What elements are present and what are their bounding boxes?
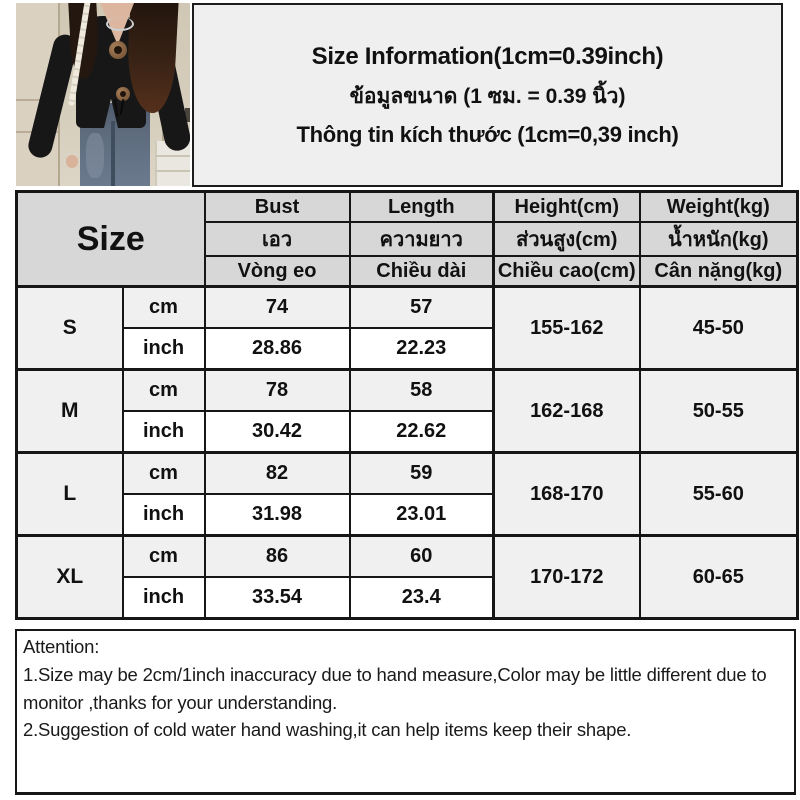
s-bust-inch: 28.86 xyxy=(205,328,350,370)
m-height: 162-168 xyxy=(494,370,640,453)
unit-inch: inch xyxy=(123,577,205,619)
unit-inch: inch xyxy=(123,411,205,453)
col-header-height-th: ส่วนสูง(cm) xyxy=(494,222,640,256)
product-photo xyxy=(16,3,190,186)
col-header-weight-th: น้ำหนัก(kg) xyxy=(640,222,798,256)
unit-cm: cm xyxy=(123,536,205,578)
col-header-height: Height(cm) xyxy=(494,192,640,223)
size-s: S xyxy=(17,287,123,370)
jeans-crease xyxy=(111,121,115,186)
s-length-cm: 57 xyxy=(350,287,494,329)
col-header-length-th: ความยาว xyxy=(350,222,494,256)
l-length-inch: 23.01 xyxy=(350,494,494,536)
xl-bust-inch: 33.54 xyxy=(205,577,350,619)
attention-note xyxy=(15,629,796,795)
col-header-height-vi: Chiều cao(cm) xyxy=(494,256,640,287)
m-length-inch: 22.62 xyxy=(350,411,494,453)
table-row-xl-cm xyxy=(17,536,798,578)
attention-heading: Attention: xyxy=(23,636,100,657)
ring-button-hole xyxy=(114,46,122,54)
size-xl: XL xyxy=(17,536,123,619)
s-weight: 45-50 xyxy=(640,287,798,370)
col-header-bust-vi: Vòng eo xyxy=(205,256,350,287)
l-bust-cm: 82 xyxy=(205,453,350,495)
col-header-bust-th: เอว xyxy=(205,222,350,256)
size-m: M xyxy=(17,370,123,453)
xl-height: 170-172 xyxy=(494,536,640,619)
col-header-weight-vi: Cân nặng(kg) xyxy=(640,256,798,287)
s-height: 155-162 xyxy=(494,287,640,370)
size-corner-cell: Size xyxy=(17,192,205,287)
col-header-length-vi: Chiều dài xyxy=(350,256,494,287)
title-vietnamese: Thông tin kích thước (1cm=0,39 inch) xyxy=(296,121,679,147)
unit-cm: cm xyxy=(123,370,205,412)
m-length-cm: 58 xyxy=(350,370,494,412)
l-bust-inch: 31.98 xyxy=(205,494,350,536)
l-length-cm: 59 xyxy=(350,453,494,495)
l-weight: 55-60 xyxy=(640,453,798,536)
ring-button-hole xyxy=(120,91,126,97)
xl-length-inch: 23.4 xyxy=(350,577,494,619)
s-length-inch: 22.23 xyxy=(350,328,494,370)
unit-cm: cm xyxy=(123,287,205,329)
unit-inch: inch xyxy=(123,328,205,370)
jeans-fade xyxy=(86,133,104,178)
table-row-l-cm xyxy=(17,453,798,495)
hand xyxy=(66,155,78,168)
l-height: 168-170 xyxy=(494,453,640,536)
col-header-weight: Weight(kg) xyxy=(640,192,798,223)
header-row-english xyxy=(17,192,798,223)
size-info-title-box xyxy=(192,3,783,187)
attention-line-1: 1.Size may be 2cm/1inch inaccuracy due to hand measure,Color may be little different due to monitor ,thanks for your understanding. xyxy=(23,663,767,713)
size-l: L xyxy=(17,453,123,536)
size-table xyxy=(15,190,799,620)
unit-inch: inch xyxy=(123,494,205,536)
drawer-line xyxy=(155,170,190,172)
s-bust-cm: 74 xyxy=(205,287,350,329)
xl-bust-cm: 86 xyxy=(205,536,350,578)
unit-cm: cm xyxy=(123,453,205,495)
col-header-bust: Bust xyxy=(205,192,350,223)
m-bust-cm: 78 xyxy=(205,370,350,412)
table-row-m-cm xyxy=(17,370,798,412)
necklace xyxy=(106,17,134,31)
m-bust-inch: 30.42 xyxy=(205,411,350,453)
attention-line-2: 2.Suggestion of cold water hand washing,it can help items keep their shape. xyxy=(23,719,632,741)
drawer-line xyxy=(155,155,190,157)
table-row-s-cm xyxy=(17,287,798,329)
col-header-length: Length xyxy=(350,192,494,223)
title-thai: ข้อมูลขนาด (1 ซม. = 0.39 นิ้ว) xyxy=(349,84,626,108)
m-weight: 50-55 xyxy=(640,370,798,453)
xl-length-cm: 60 xyxy=(350,536,494,578)
title-english: Size Information(1cm=0.39inch) xyxy=(311,42,664,70)
xl-weight: 60-65 xyxy=(640,536,798,619)
